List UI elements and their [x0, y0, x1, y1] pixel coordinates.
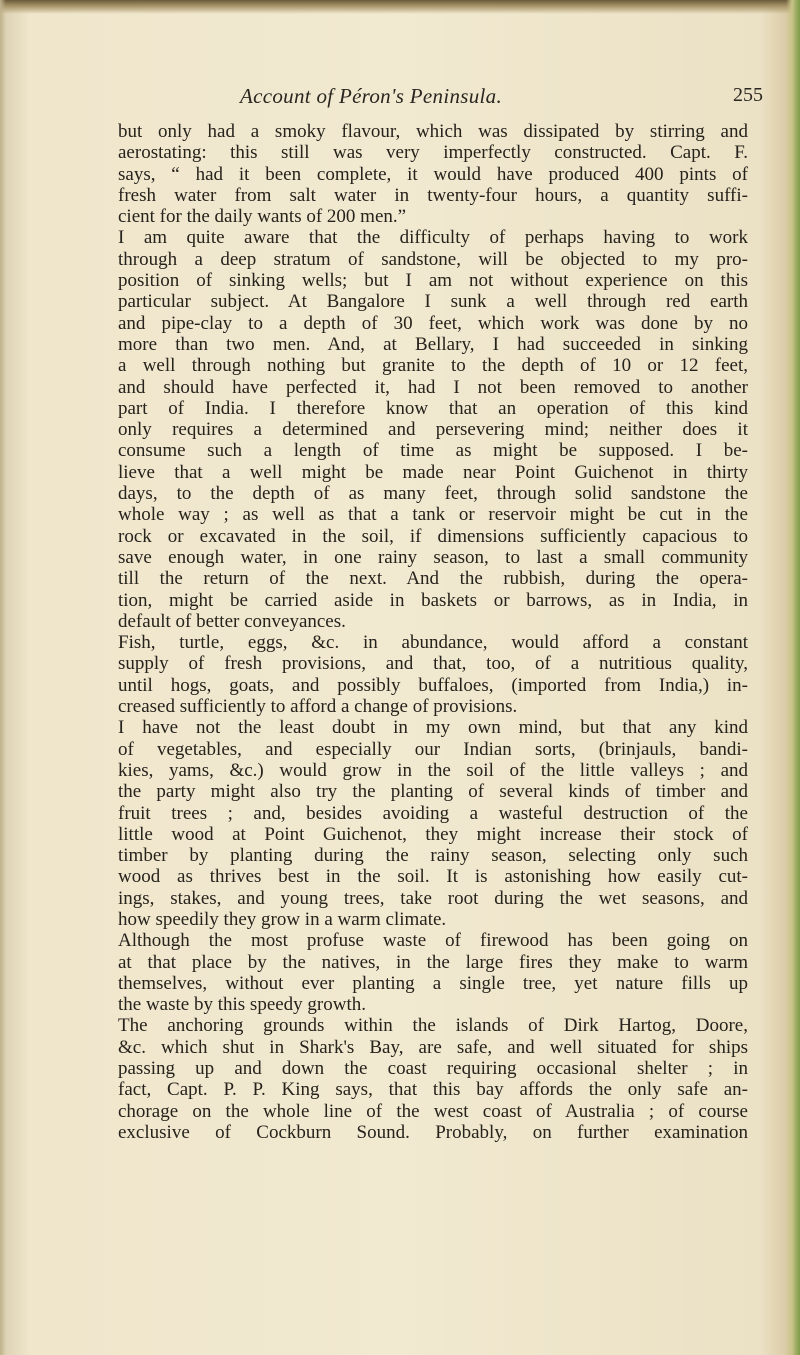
page-header: [0, 84, 800, 114]
text-line: aerostating: this still was very imperfectly constructed. Capt. F.: [118, 142, 748, 164]
text-line: kies, yams, &c.) would grow in the soil of the little valleys ; and: [118, 759, 748, 781]
text-line: the waste by this speedy growth.: [118, 994, 367, 1016]
text-line: and should have perfected it, had I not been removed to another: [118, 376, 748, 398]
text-line: a well through nothing but granite to the depth of 10 or 12 feet,: [118, 355, 748, 377]
text-line: little wood at Point Guichenot, they might increase their stock of: [118, 823, 748, 845]
page-left-edge: [0, 0, 6, 1355]
text-line: fruit trees ; and, besides avoiding a wasteful destruction of the: [118, 802, 748, 824]
text-line: tion, might be carried aside in baskets or barrows, as in India, in: [118, 589, 748, 611]
text-line: particular subject. At Bangalore I sunk a well through red earth: [118, 291, 748, 313]
text-line: of vegetables, and especially our Indian sorts, (brinjauls, bandi-: [118, 738, 748, 760]
text-line: default of better conveyances.: [118, 610, 346, 632]
text-line: consume such a length of time as might be supposed. I be-: [118, 440, 748, 462]
text-line: supply of fresh provisions, and that, too, of a nutritious quality,: [118, 653, 748, 675]
text-line: creased sufficiently to afford a change of provisions.: [118, 696, 518, 718]
running-title: Account of Péron's Peninsula.: [240, 84, 503, 108]
text-line: I have not the least doubt in my own mind, but that any kind: [118, 717, 748, 739]
text-line: till the return of the next. And the rubbish, during the opera-: [118, 568, 748, 590]
text-line: cient for the daily wants of 200 men.”: [118, 206, 407, 228]
text-line: fresh water from salt water in twenty-four hours, a quantity suffi-: [118, 184, 748, 206]
text-line: the party might also try the planting of several kinds of timber and: [118, 781, 748, 803]
text-line: The anchoring grounds within the islands of Dirk Hartog, Doore,: [118, 1015, 748, 1037]
text-line: days, to the depth of as many feet, through solid sandstone the: [118, 483, 748, 505]
page-top-edge: [0, 0, 800, 14]
page-number: 255: [733, 84, 763, 106]
body-text: [118, 121, 748, 1143]
text-line: rock or excavated in the soil, if dimensions sufficiently capacious to: [118, 525, 748, 547]
text-line: fact, Capt. P. P. King says, that this bay affords the only safe an-: [118, 1079, 748, 1101]
text-line: themselves, without ever planting a single tree, yet nature fills up: [118, 972, 748, 994]
text-line: ings, stakes, and young trees, take root during the wet seasons, and: [118, 887, 748, 909]
text-line: passing up and down the coast requiring occasional shelter ; in: [118, 1058, 748, 1080]
text-line: I am quite aware that the difficulty of perhaps having to work: [118, 227, 748, 249]
text-line: but only had a smoky flavour, which was dissipated by stirring and: [118, 121, 748, 142]
text-line: and pipe-clay to a depth of 30 feet, which work was done by no: [118, 312, 748, 334]
text-line: says, “ had it been complete, it would have produced 400 pints of: [118, 163, 748, 185]
text-line: wood as thrives best in the soil. It is astonishing how easily cut-: [118, 866, 748, 888]
text-line: more than two men. And, at Bellary, I had succeeded in sinking: [118, 333, 748, 355]
text-line: until hogs, goats, and possibly buffaloes, (imported from India,) in-: [118, 674, 748, 696]
text-line: lieve that a well might be made near Point Guichenot in thirty: [118, 461, 748, 483]
text-line: save enough water, in one rainy season, to last a small community: [118, 546, 748, 568]
text-line: through a deep stratum of sandstone, will be objected to my pro-: [118, 248, 748, 270]
page-right-edge: [786, 0, 800, 1355]
text-line: chorage on the whole line of the west coast of Australia ; of course: [118, 1100, 748, 1122]
text-line: exclusive of Cockburn Sound. Probably, on further examination: [118, 1121, 748, 1143]
text-line: position of sinking wells; but I am not without experience on this: [118, 270, 748, 292]
text-line: whole way ; as well as that a tank or reservoir might be cut in the: [118, 504, 748, 526]
text-line: at that place by the natives, in the large fires they make to warm: [118, 951, 748, 973]
text-line: only requires a determined and persevering mind; neither does it: [118, 419, 748, 441]
text-line: Although the most profuse waste of firewood has been going on: [118, 930, 748, 952]
text-line: &c. which shut in Shark's Bay, are safe, and well situated for ships: [118, 1036, 748, 1058]
text-line: how speedily they grow in a warm climate.: [118, 908, 447, 930]
text-line: part of India. I therefore know that an operation of this kind: [118, 397, 748, 419]
text-line: Fish, turtle, eggs, &c. in abundance, would afford a constant: [118, 632, 748, 654]
text-line: timber by planting during the rainy season, selecting only such: [118, 845, 748, 867]
